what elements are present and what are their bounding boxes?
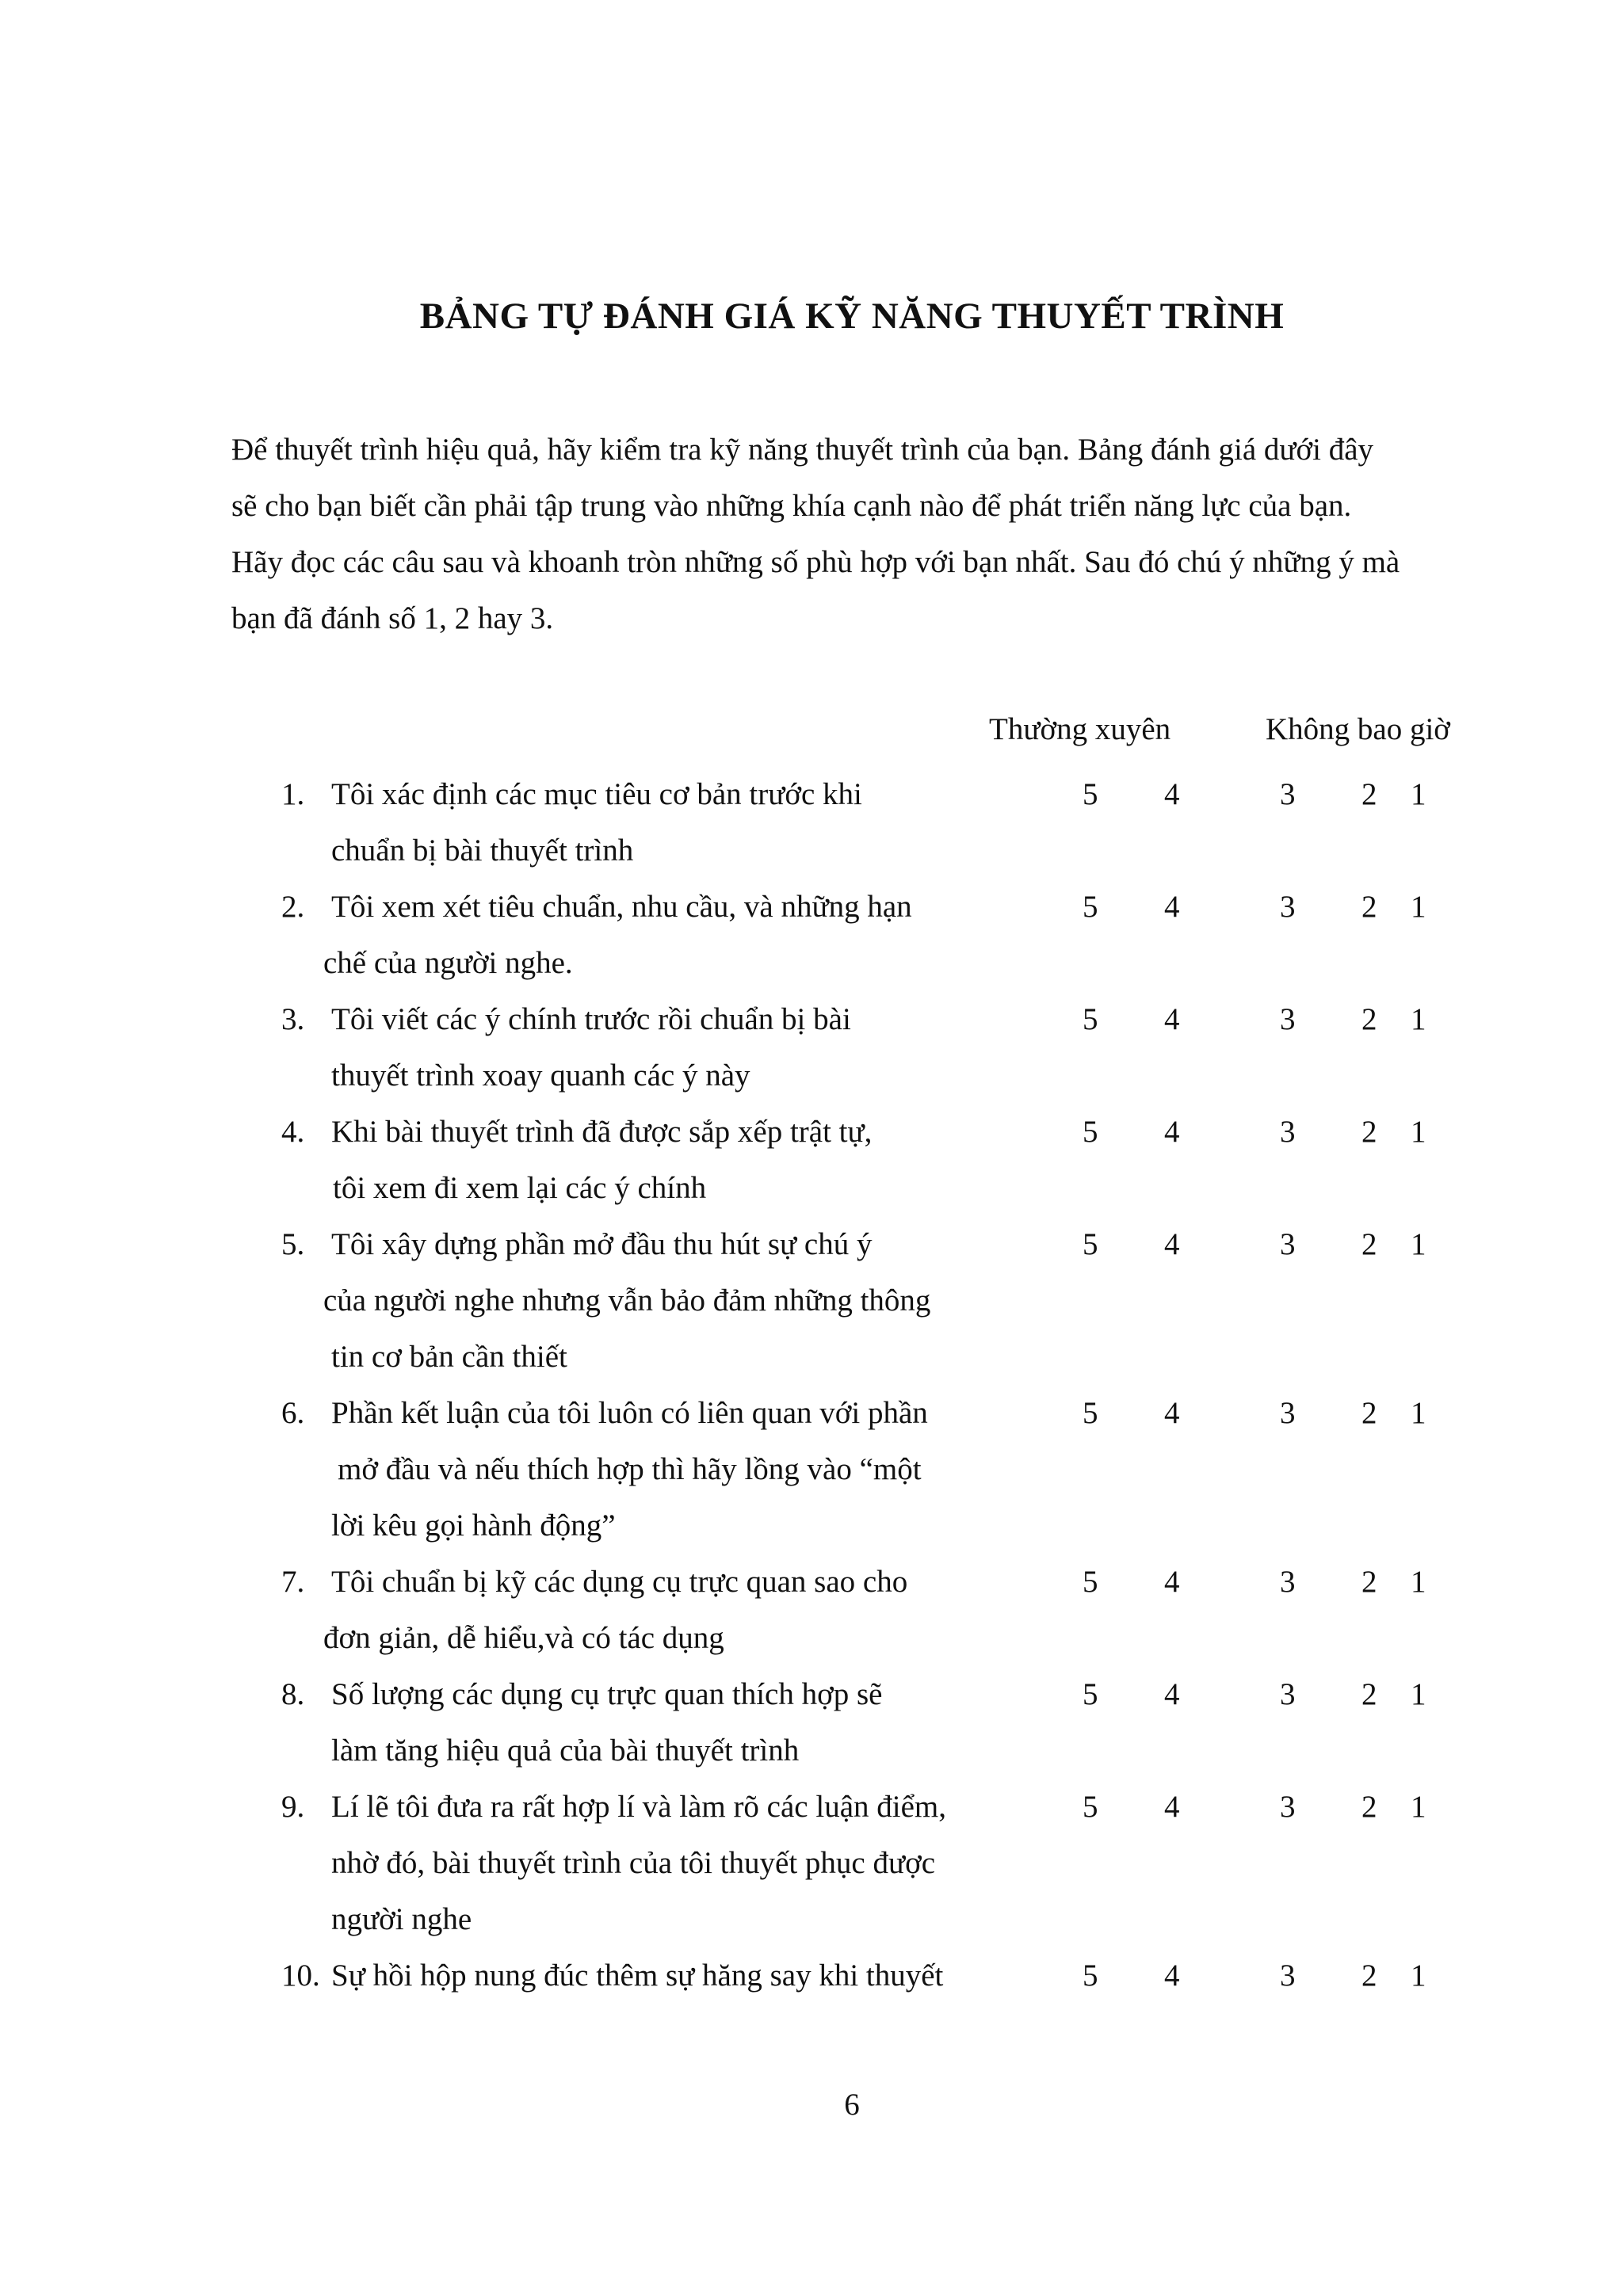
score-4[interactable]: 4 (1164, 890, 1180, 924)
item-line: nhờ đó, bài thuyết trình của tôi thuyết phục được (331, 1846, 936, 1880)
item-statement (331, 766, 997, 879)
score-3[interactable]: 3 (1280, 1790, 1296, 1824)
item-statement (331, 991, 997, 1104)
item-number: 3. (281, 1002, 305, 1036)
score-5[interactable]: 5 (1083, 1115, 1098, 1149)
item-line: chuẩn bị bài thuyết trình (331, 833, 634, 868)
score-3[interactable]: 3 (1280, 1677, 1296, 1711)
score-5[interactable]: 5 (1083, 1790, 1098, 1824)
item-number: 5. (281, 1227, 305, 1261)
intro-paragraph (231, 421, 1491, 646)
score-3[interactable]: 3 (1280, 777, 1296, 811)
item-line: đơn giản, dễ hiểu,và có tác dụng (323, 1621, 724, 1655)
score-3[interactable]: 3 (1280, 1227, 1296, 1261)
scale-header-never: Không bao giờ (1266, 712, 1450, 746)
scale-header-often: Thường xuyên (989, 712, 1171, 746)
score-4[interactable]: 4 (1164, 777, 1180, 811)
score-5[interactable]: 5 (1083, 1396, 1098, 1430)
item-line: của người nghe nhưng vẫn bảo đảm những thông (323, 1283, 931, 1318)
item-number: 10. (281, 1958, 320, 1993)
item-line: Tôi chuẩn bị kỹ các dụng cụ trực quan sao cho (331, 1565, 908, 1599)
item-number: 7. (281, 1565, 305, 1599)
item-line: mở đầu và nếu thích hợp thì hãy lồng vào “một (338, 1452, 922, 1486)
score-3[interactable]: 3 (1280, 890, 1296, 924)
score-3[interactable]: 3 (1280, 1115, 1296, 1149)
item-line: tôi xem đi xem lại các ý chính (333, 1171, 707, 1205)
item-number: 6. (281, 1396, 305, 1430)
page-title: BẢNG TỰ ĐÁNH GIÁ KỸ NĂNG THUYẾT TRÌNH (419, 296, 1285, 337)
score-1[interactable]: 1 (1411, 1565, 1426, 1599)
item-statement (331, 1947, 997, 2004)
score-4[interactable]: 4 (1164, 1790, 1180, 1824)
item-line: chế của người nghe. (323, 946, 573, 980)
item-number: 9. (281, 1790, 305, 1824)
item-number: 2. (281, 890, 305, 924)
score-5[interactable]: 5 (1083, 1958, 1098, 1993)
score-2[interactable]: 2 (1361, 1115, 1377, 1149)
item-line: Sự hồi hộp nung đúc thêm sự hăng say khi thuyết (331, 1958, 944, 1993)
item-number: 4. (281, 1115, 305, 1149)
score-3[interactable]: 3 (1280, 1002, 1296, 1036)
intro-line: Hãy đọc các câu sau và khoanh tròn những số phù hợp với bạn nhất. Sau đó chú ý những ý mà (231, 545, 1400, 579)
score-5[interactable]: 5 (1083, 1565, 1098, 1599)
item-number: 8. (281, 1677, 305, 1711)
score-4[interactable]: 4 (1164, 1115, 1180, 1149)
score-2[interactable]: 2 (1361, 1677, 1377, 1711)
score-1[interactable]: 1 (1411, 1115, 1426, 1149)
item-line: Tôi xây dựng phần mở đầu thu hút sự chú ý (331, 1227, 873, 1261)
item-statement (323, 1554, 997, 1666)
score-1[interactable]: 1 (1411, 890, 1426, 924)
item-line: người nghe (331, 1902, 472, 1936)
score-2[interactable]: 2 (1361, 890, 1377, 924)
item-line: Tôi xác định các mục tiêu cơ bản trước khi (331, 777, 862, 811)
score-2[interactable]: 2 (1361, 1396, 1377, 1430)
item-line: Tôi viết các ý chính trước rồi chuẩn bị bài (331, 1002, 851, 1036)
intro-line: sẽ cho bạn biết cần phải tập trung vào những khía cạnh nào để phát triển năng lực của bạn. (231, 489, 1352, 523)
score-5[interactable]: 5 (1083, 777, 1098, 811)
score-1[interactable]: 1 (1411, 1396, 1426, 1430)
item-statement (331, 1104, 997, 1216)
item-number: 1. (281, 777, 305, 811)
score-4[interactable]: 4 (1164, 1002, 1180, 1036)
item-line: Tôi xem xét tiêu chuẩn, nhu cầu, và những hạn (331, 890, 912, 924)
item-line: Lí lẽ tôi đưa ra rất hợp lí và làm rõ các luận điểm, (331, 1790, 946, 1824)
score-1[interactable]: 1 (1411, 1227, 1426, 1261)
item-statement (323, 1216, 997, 1385)
score-4[interactable]: 4 (1164, 1396, 1180, 1430)
score-2[interactable]: 2 (1361, 1227, 1377, 1261)
score-3[interactable]: 3 (1280, 1565, 1296, 1599)
score-2[interactable]: 2 (1361, 1565, 1377, 1599)
item-line: tin cơ bản cần thiết (331, 1340, 567, 1374)
item-line: Số lượng các dụng cụ trực quan thích hợp sẽ (331, 1677, 883, 1711)
page-number: 6 (844, 2088, 860, 2122)
item-line: lời kêu gọi hành động” (331, 1508, 616, 1543)
item-statement (331, 1779, 997, 1947)
item-statement (331, 1385, 997, 1554)
score-4[interactable]: 4 (1164, 1227, 1180, 1261)
score-2[interactable]: 2 (1361, 1790, 1377, 1824)
score-1[interactable]: 1 (1411, 1002, 1426, 1036)
score-5[interactable]: 5 (1083, 890, 1098, 924)
item-statement (331, 1666, 997, 1779)
score-2[interactable]: 2 (1361, 1958, 1377, 1993)
score-3[interactable]: 3 (1280, 1958, 1296, 1993)
score-5[interactable]: 5 (1083, 1227, 1098, 1261)
score-1[interactable]: 1 (1411, 1790, 1426, 1824)
score-1[interactable]: 1 (1411, 777, 1426, 811)
item-line: làm tăng hiệu quả của bài thuyết trình (331, 1733, 800, 1768)
score-4[interactable]: 4 (1164, 1958, 1180, 1993)
score-5[interactable]: 5 (1083, 1677, 1098, 1711)
score-2[interactable]: 2 (1361, 777, 1377, 811)
score-3[interactable]: 3 (1280, 1396, 1296, 1430)
item-statement (323, 879, 997, 991)
score-4[interactable]: 4 (1164, 1565, 1180, 1599)
intro-line: Để thuyết trình hiệu quả, hãy kiểm tra kỹ năng thuyết trình của bạn. Bảng đánh giá dưới đây (231, 433, 1374, 467)
intro-line: bạn đã đánh số 1, 2 hay 3. (231, 601, 554, 635)
score-4[interactable]: 4 (1164, 1677, 1180, 1711)
score-2[interactable]: 2 (1361, 1002, 1377, 1036)
item-line: Phần kết luận của tôi luôn có liên quan với phần (331, 1396, 928, 1430)
item-line: Khi bài thuyết trình đã được sắp xếp trật tự, (331, 1115, 873, 1149)
score-1[interactable]: 1 (1411, 1677, 1426, 1711)
score-5[interactable]: 5 (1083, 1002, 1098, 1036)
score-1[interactable]: 1 (1411, 1958, 1426, 1993)
item-line: thuyết trình xoay quanh các ý này (331, 1058, 750, 1093)
